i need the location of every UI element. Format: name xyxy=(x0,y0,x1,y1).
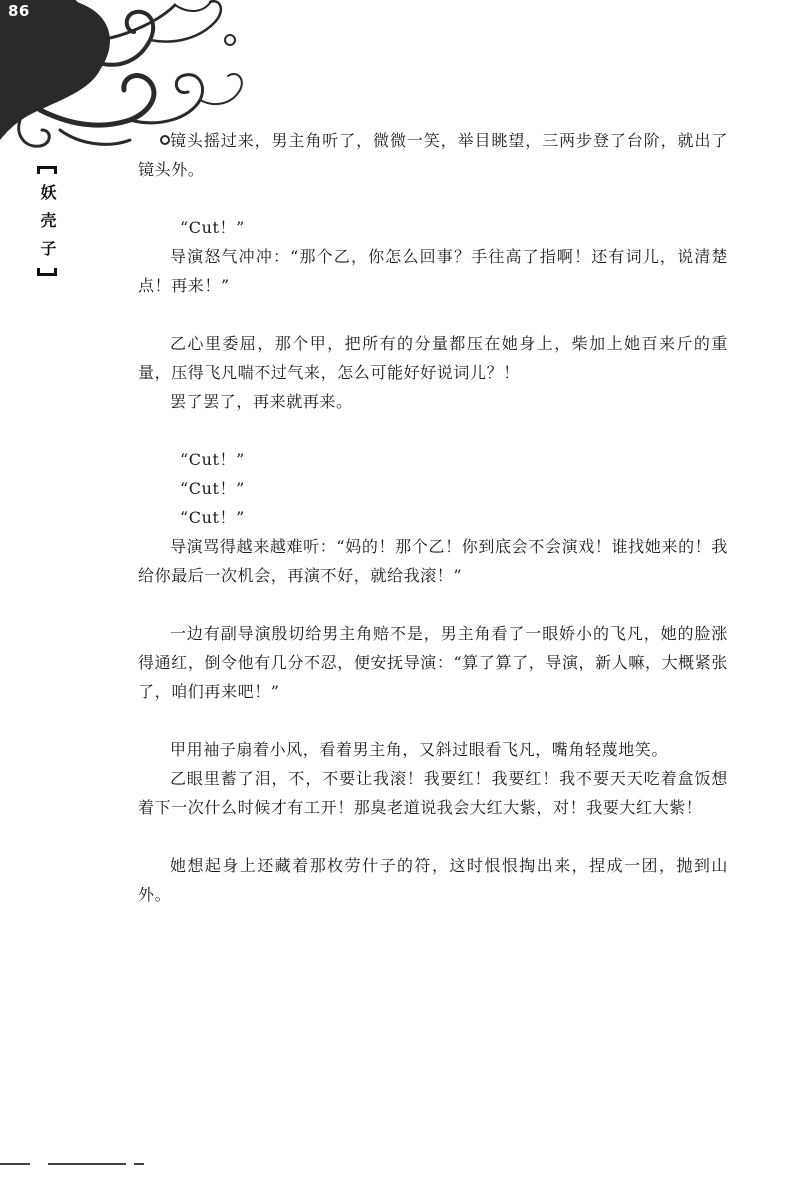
paragraph: 罢了罢了，再来就再来。 xyxy=(170,392,353,411)
paragraph-gap xyxy=(138,416,728,445)
footer-rule xyxy=(0,1160,800,1170)
body-text xyxy=(138,126,728,909)
paragraph: 乙眼里蓄了泪，不，不要让我滚！我要红！我要红！我不要天天吃着盒饭想着下一次什么时候才有工开！那臭老道说我会大红大紫，对！我要大红大紫！ xyxy=(138,769,728,817)
cut-line: “Cut！” xyxy=(180,450,245,469)
paragraph: 导演骂得越来越难听：“妈的！那个乙！你到底会不会演戏！谁找她来的！我给你最后一次机会，再演不好，就给我滚！” xyxy=(138,537,728,585)
cut-line: “Cut！” xyxy=(180,508,245,527)
paragraph: 一边有副导演殷切给男主角赔不是，男主角看了一眼娇小的飞凡，她的脸涨得通红，倒令他有几分不忍，便安抚导演：“算了算了，导演，新人嘛，大概紧张了，咱们再来吧！” xyxy=(138,624,728,701)
paragraph: 她想起身上还藏着那枚劳什子的符，这时恨恨掏出来，捏成一团，抛到山外。 xyxy=(138,856,728,904)
cut-line: “Cut！” xyxy=(180,479,245,498)
paragraph: 导演怒气冲冲：“那个乙，你怎么回事？手往高了指啊！还有词儿，说清楚点！再来！” xyxy=(138,247,728,295)
cut-line: “Cut！” xyxy=(180,218,245,237)
running-title xyxy=(34,166,60,276)
paragraph-gap xyxy=(138,822,728,851)
paragraph-gap xyxy=(138,300,728,329)
paragraph: 甲用袖子扇着小风，看着男主角，又斜过眼看飞凡，嘴角轻蔑地笑。 xyxy=(170,740,669,759)
page-number: 86 xyxy=(8,2,30,20)
paragraph: 镜头摇过来，男主角听了，微微一笑，举目眺望，三两步登了台阶，就出了镜头外。 xyxy=(138,131,728,179)
bracket-bottom xyxy=(37,268,57,276)
running-title-text: 妖壳子 xyxy=(38,184,57,268)
paragraph-gap xyxy=(138,590,728,619)
paragraph: 乙心里委屈，那个甲，把所有的分量都压在她身上，柴加上她百来斤的重量，压得飞凡喘不过气来，怎么可能好好说词儿？！ xyxy=(138,334,728,382)
paragraph-gap xyxy=(138,184,728,213)
bracket-top xyxy=(37,166,57,174)
paragraph-gap xyxy=(138,706,728,735)
